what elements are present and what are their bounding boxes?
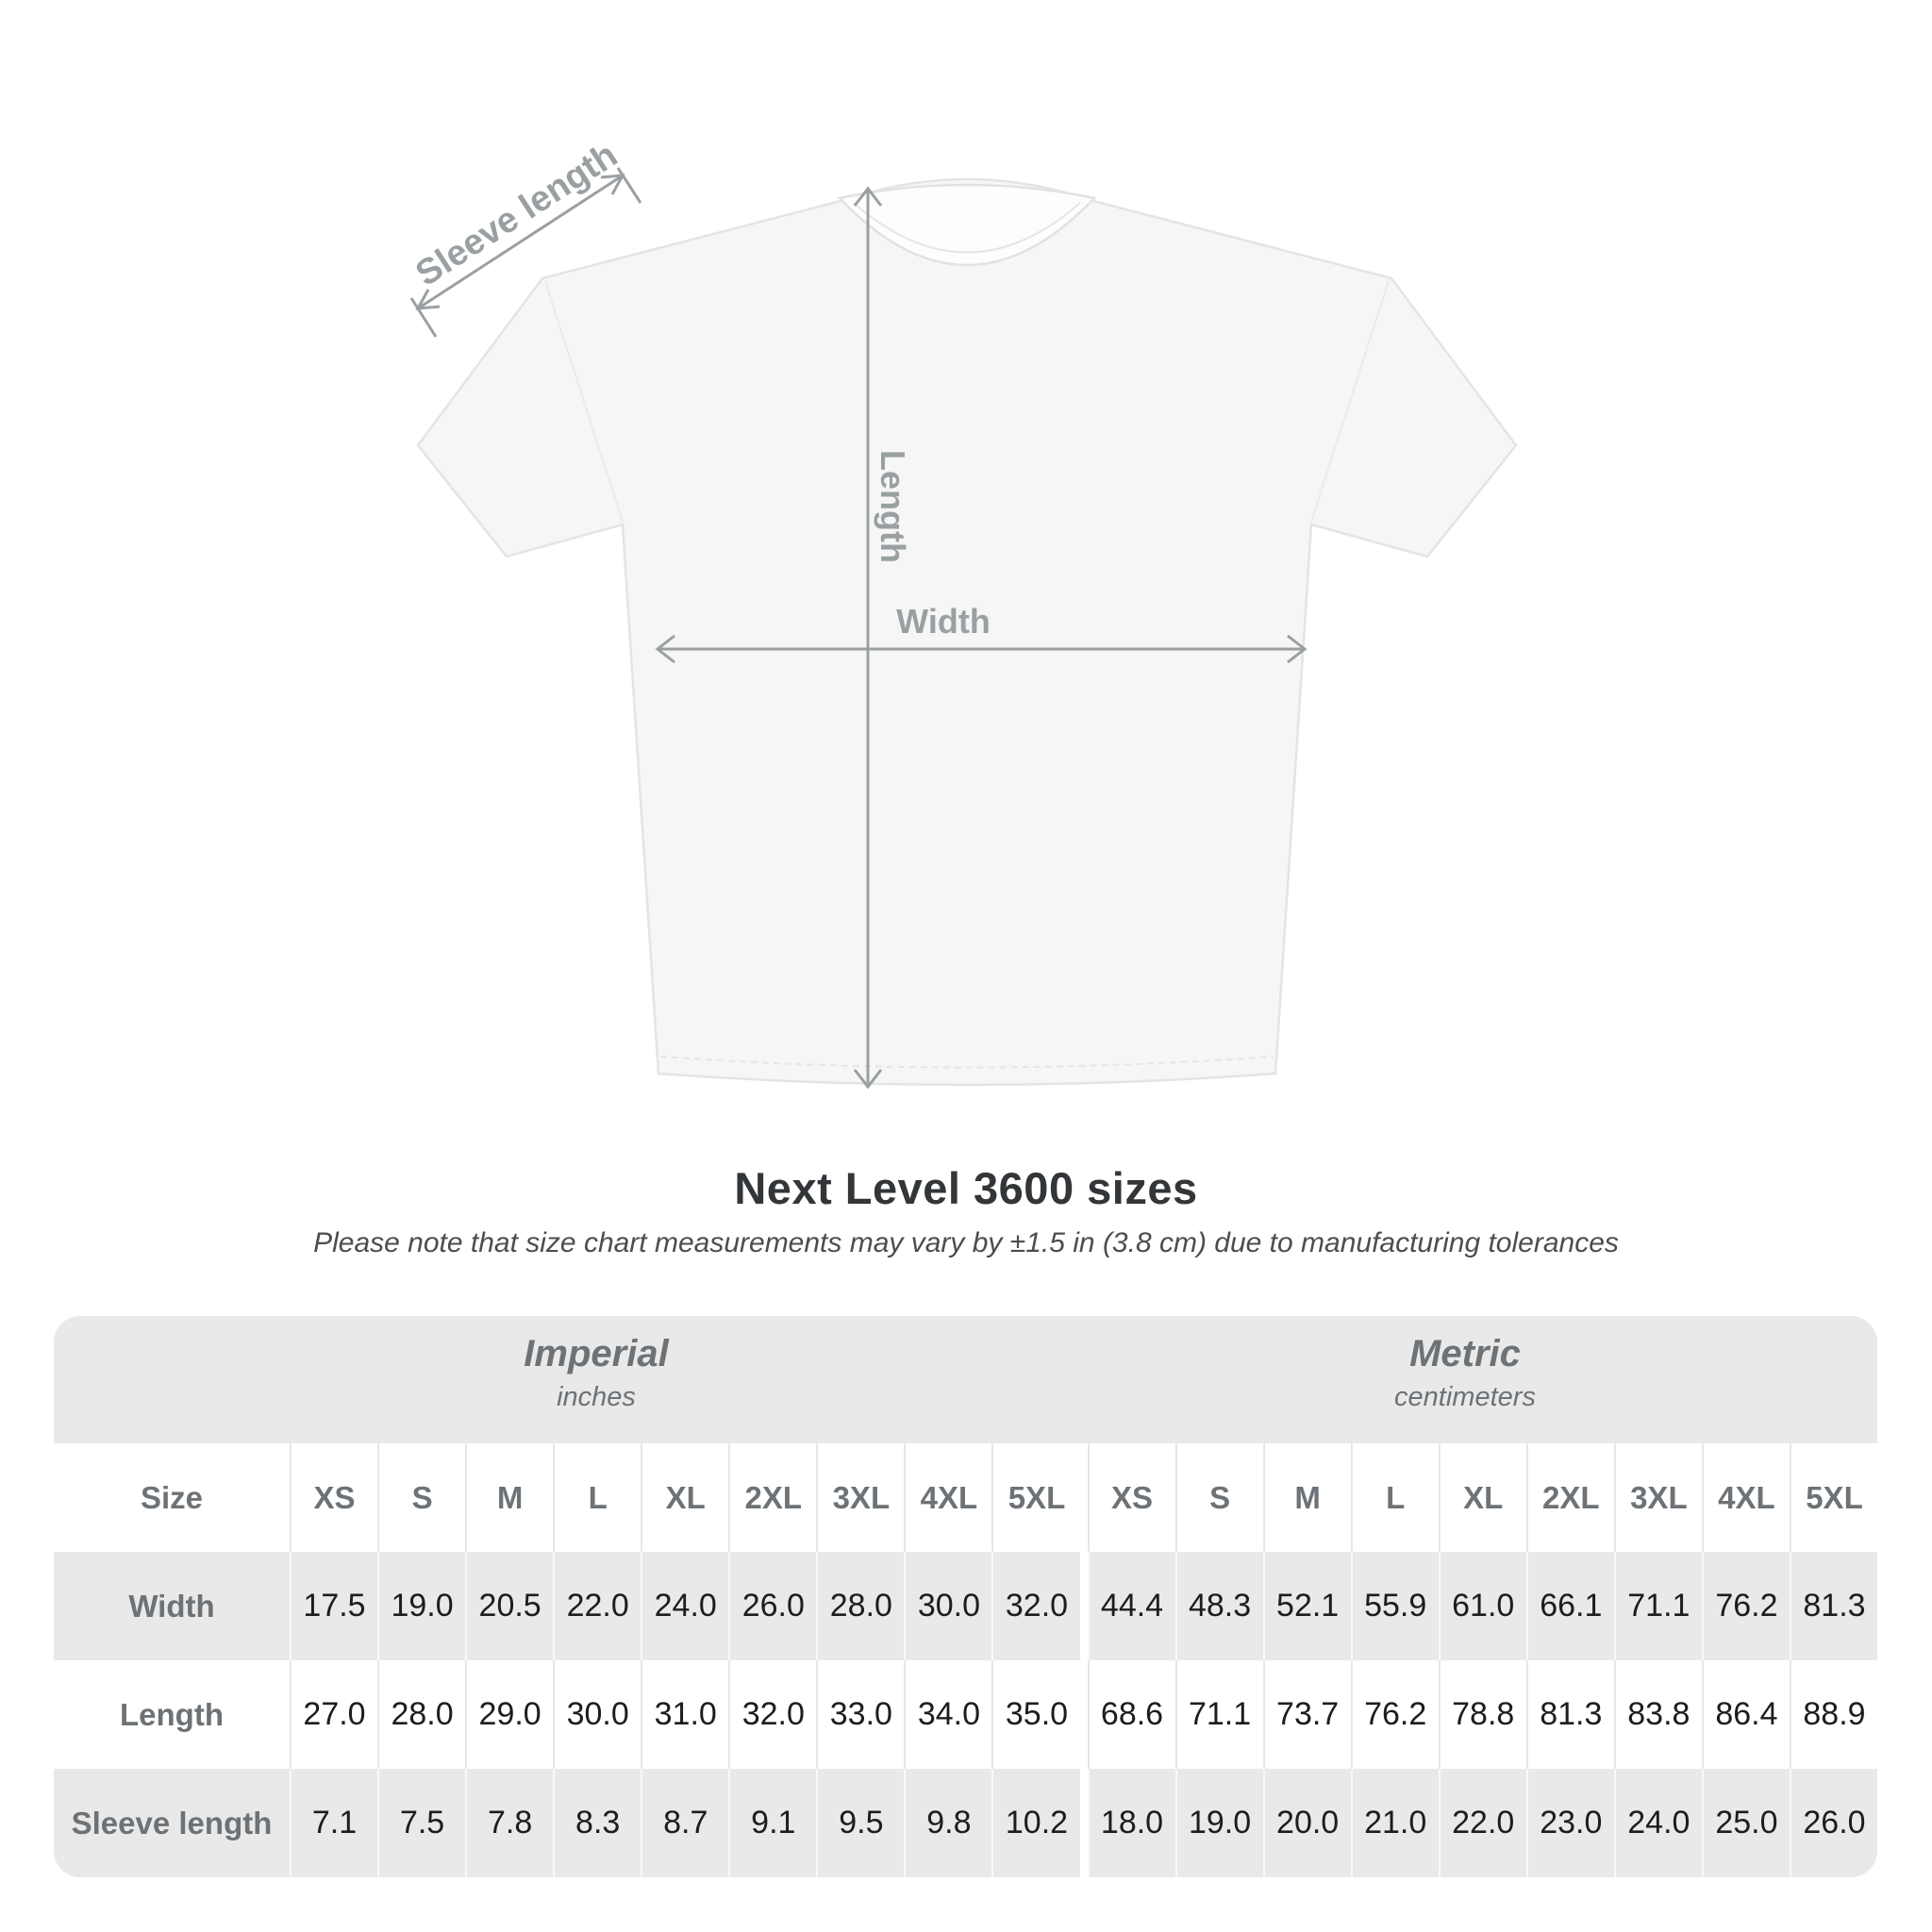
size-column-label: Size xyxy=(140,1479,204,1515)
measurement-value-cell: 48.3 xyxy=(1175,1552,1263,1660)
size-header-cell: 2XL xyxy=(728,1443,816,1552)
size-chart-table xyxy=(54,1316,1877,1877)
measurement-value-cell: 61.0 xyxy=(1439,1552,1526,1660)
measurement-value-cell: 21.0 xyxy=(1351,1769,1439,1877)
measurement-value-cell: 55.9 xyxy=(1351,1552,1439,1660)
measurement-value-cell: 10.2 xyxy=(991,1769,1079,1877)
measurement-value-cell: 7.1 xyxy=(290,1769,377,1877)
measurement-value-cell: 73.7 xyxy=(1263,1660,1351,1769)
measurement-value-cell: 32.0 xyxy=(991,1552,1079,1660)
measurement-value-cell: 44.4 xyxy=(1088,1552,1175,1660)
measurement-value-cell: 81.3 xyxy=(1790,1552,1877,1660)
measurement-value-cell: 27.0 xyxy=(290,1660,377,1769)
size-header-cell: 5XL xyxy=(991,1443,1079,1552)
measurement-value-cell: 28.0 xyxy=(816,1552,904,1660)
measurement-value-cell: 66.1 xyxy=(1526,1552,1614,1660)
size-header-cell: XS xyxy=(290,1443,377,1552)
unit-divider xyxy=(1080,1769,1088,1877)
measurement-value-cell: 9.1 xyxy=(728,1769,816,1877)
size-header-cell: L xyxy=(1351,1443,1439,1552)
measurement-value-cell: 17.5 xyxy=(290,1552,377,1660)
measurement-value-cell: 22.0 xyxy=(1439,1769,1526,1877)
size-header-row xyxy=(54,1443,1877,1552)
metric-header xyxy=(1394,1329,1536,1416)
measurement-value-cell: 86.4 xyxy=(1702,1660,1790,1769)
sleeve-length-row xyxy=(54,1769,1877,1877)
width-label: Width xyxy=(896,602,991,641)
size-header-cell: 4XL xyxy=(1702,1443,1790,1552)
unit-divider xyxy=(1080,1660,1088,1769)
measurement-value-cell: 19.0 xyxy=(1175,1769,1263,1877)
measurement-value-cell: 9.8 xyxy=(904,1769,991,1877)
measurement-value-cell: 52.1 xyxy=(1263,1552,1351,1660)
measurement-value-cell: 35.0 xyxy=(991,1660,1079,1769)
measurement-value-cell: 24.0 xyxy=(641,1552,728,1660)
measurement-value-cell: 28.0 xyxy=(377,1660,465,1769)
measurement-value-cell: 81.3 xyxy=(1526,1660,1614,1769)
size-header-cell: XL xyxy=(1439,1443,1526,1552)
size-header-cell: 4XL xyxy=(904,1443,991,1552)
measurement-value-cell: 18.0 xyxy=(1088,1769,1175,1877)
sleeve-length-label: Sleeve length xyxy=(408,135,625,294)
measurement-value-cell: 26.0 xyxy=(728,1552,816,1660)
measurement-value-cell: 76.2 xyxy=(1351,1660,1439,1769)
measurement-value-cell: 20.5 xyxy=(465,1552,553,1660)
measurement-value-cell: 29.0 xyxy=(465,1660,553,1769)
measurement-value-cell: 8.3 xyxy=(553,1769,641,1877)
unit-divider xyxy=(1080,1552,1088,1660)
measurement-value-cell: 20.0 xyxy=(1263,1769,1351,1877)
measurement-value-cell: 19.0 xyxy=(377,1552,465,1660)
measurement-value-cell: 31.0 xyxy=(641,1660,728,1769)
size-header-cell: 3XL xyxy=(816,1443,904,1552)
measurement-value-cell: 26.0 xyxy=(1790,1769,1877,1877)
metric-unit: centimeters xyxy=(1394,1382,1536,1412)
measurement-value-cell: 7.8 xyxy=(465,1769,553,1877)
measurement-value-cell: 8.7 xyxy=(641,1769,728,1877)
width-row xyxy=(54,1552,1877,1660)
size-header-cell: XL xyxy=(641,1443,728,1552)
page-title: Next Level 3600 sizes xyxy=(734,1163,1198,1213)
measurement-row-label: Sleeve length xyxy=(71,1805,273,1840)
size-header-cell: 3XL xyxy=(1614,1443,1702,1552)
measurement-value-cell: 24.0 xyxy=(1614,1769,1702,1877)
measurement-value-cell: 30.0 xyxy=(904,1552,991,1660)
unit-header-band xyxy=(54,1316,1877,1443)
measurement-value-cell: 68.6 xyxy=(1088,1660,1175,1769)
measurement-value-cell: 71.1 xyxy=(1614,1552,1702,1660)
imperial-unit: inches xyxy=(557,1382,636,1412)
measurement-row-label: Length xyxy=(120,1696,224,1732)
measurement-value-cell: 33.0 xyxy=(816,1660,904,1769)
length-row xyxy=(54,1660,1877,1769)
measurement-value-cell: 32.0 xyxy=(728,1660,816,1769)
size-header-cell: S xyxy=(1175,1443,1263,1552)
unit-divider xyxy=(1080,1443,1088,1552)
measurement-value-cell: 9.5 xyxy=(816,1769,904,1877)
measurement-value-cell: 22.0 xyxy=(553,1552,641,1660)
size-header-cell: M xyxy=(1263,1443,1351,1552)
size-header-cell: M xyxy=(465,1443,553,1552)
size-header-cell: L xyxy=(553,1443,641,1552)
measurement-value-cell: 30.0 xyxy=(553,1660,641,1769)
size-header-cell: 5XL xyxy=(1790,1443,1877,1552)
measurement-value-cell: 78.8 xyxy=(1439,1660,1526,1769)
measurement-value-cell: 83.8 xyxy=(1614,1660,1702,1769)
metric-title: Metric xyxy=(1409,1333,1521,1374)
imperial-header xyxy=(524,1329,668,1416)
imperial-title: Imperial xyxy=(524,1333,669,1374)
tolerance-note: Please note that size chart measurements may vary by ±1.5 in (3.8 cm) due to manufacturing tolerances xyxy=(313,1227,1619,1258)
measurement-value-cell: 25.0 xyxy=(1702,1769,1790,1877)
measurement-value-cell: 76.2 xyxy=(1702,1552,1790,1660)
size-header-cell: XS xyxy=(1088,1443,1175,1552)
length-label: Length xyxy=(874,450,912,563)
size-header-cell: 2XL xyxy=(1526,1443,1614,1552)
measurement-value-cell: 71.1 xyxy=(1175,1660,1263,1769)
measurement-value-cell: 23.0 xyxy=(1526,1769,1614,1877)
measurement-row-label: Width xyxy=(128,1588,215,1624)
measurement-value-cell: 88.9 xyxy=(1790,1660,1877,1769)
measurement-value-cell: 34.0 xyxy=(904,1660,991,1769)
size-header-cell: S xyxy=(377,1443,465,1552)
measurement-value-cell: 7.5 xyxy=(377,1769,465,1877)
